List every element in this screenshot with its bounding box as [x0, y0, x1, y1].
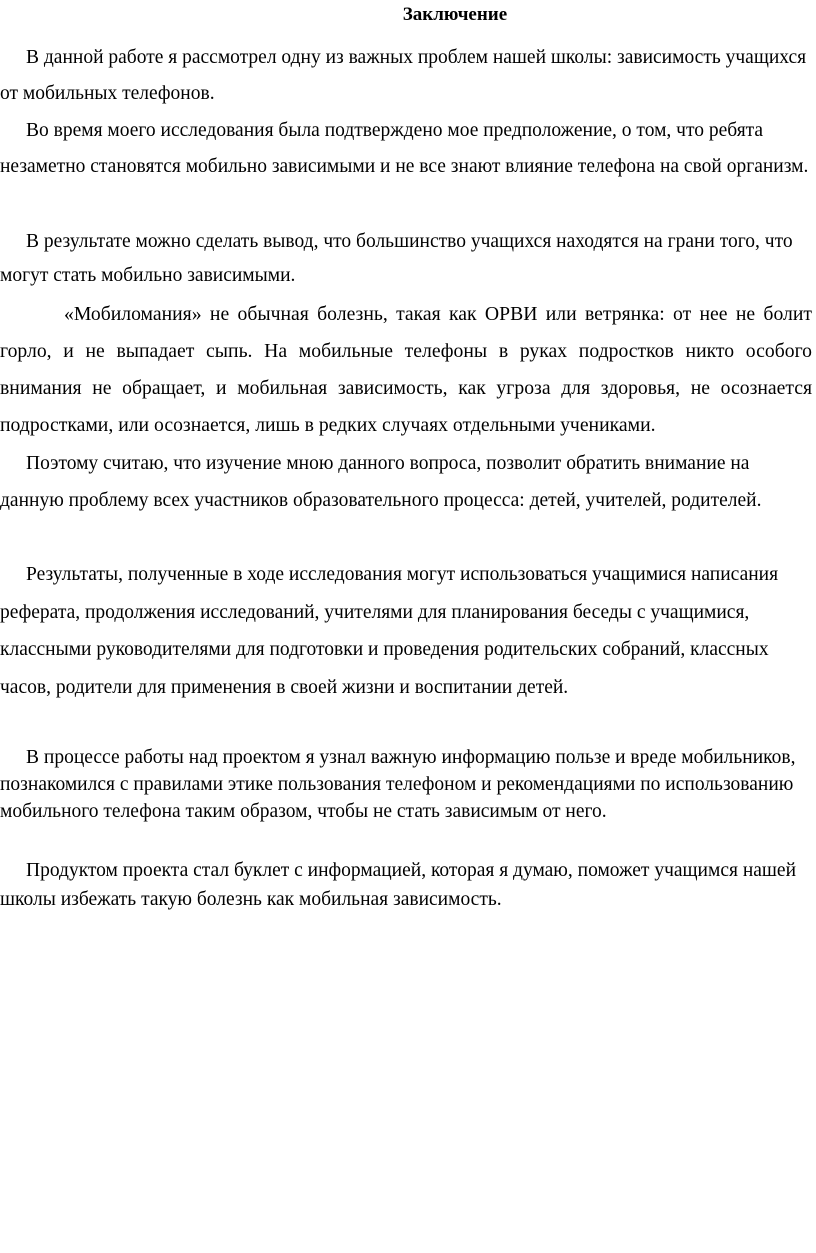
paragraph-5: Поэтому считаю, что изучение мною данного вопроса, позволит обратить внимание на данную проблему всех участников образовательного процесса: детей, учителей, родителей.	[0, 453, 762, 511]
paragraph-7: В процессе работы над проектом я узнал важную информацию пользе и вреде мобильников, познакомился с правилами этике пользования телефоном и рекомендациями по использованию мобильного телефона таким образом, чтобы не стать зависимым от него.	[0, 747, 796, 822]
paragraph-8: Продуктом проекта стал буклет с информацией, которая я думаю, поможет учащимся нашей школы избежать такую болезнь как мобильная зависимость.	[0, 860, 797, 910]
paragraph-4: «Мобиломания» не обычная болезнь, такая как ОРВИ или ветрянка: от нее не болит горло, и не выпадает сыпь. На мобильные телефоны в руках подростков никто особого внимания не обращает, и мобильная зависимость, как угроза для здоровья, не осознается подростками, или осознается, лишь в редких случаях отдельными учениками.	[0, 303, 812, 436]
document-title: Заключение	[402, 4, 508, 25]
paragraph-3: В результате можно сделать вывод, что большинство учащихся находятся на грани того, что могут стать мобильно зависимыми.	[0, 231, 793, 286]
paragraph-2: Во время моего исследования была подтверждено мое предположение, о том, что ребята незаметно становятся мобильно зависимыми и не все знают влияние телефона на свой организм.	[0, 120, 809, 177]
paragraph-6: Результаты, полученные в ходе исследования могут использоваться учащимися написания реферата, продолжения исследований, учителями для планирования беседы с учащимися, классными руководителями для подготовки и проведения родительских собраний, классных часов, родители для применения в своей жизни и воспитании детей.	[0, 564, 779, 698]
paragraph-1: В данной работе я рассмотрел одну из важных проблем нашей школы: зависимость учащихся от мобильных телефонов.	[0, 47, 807, 104]
